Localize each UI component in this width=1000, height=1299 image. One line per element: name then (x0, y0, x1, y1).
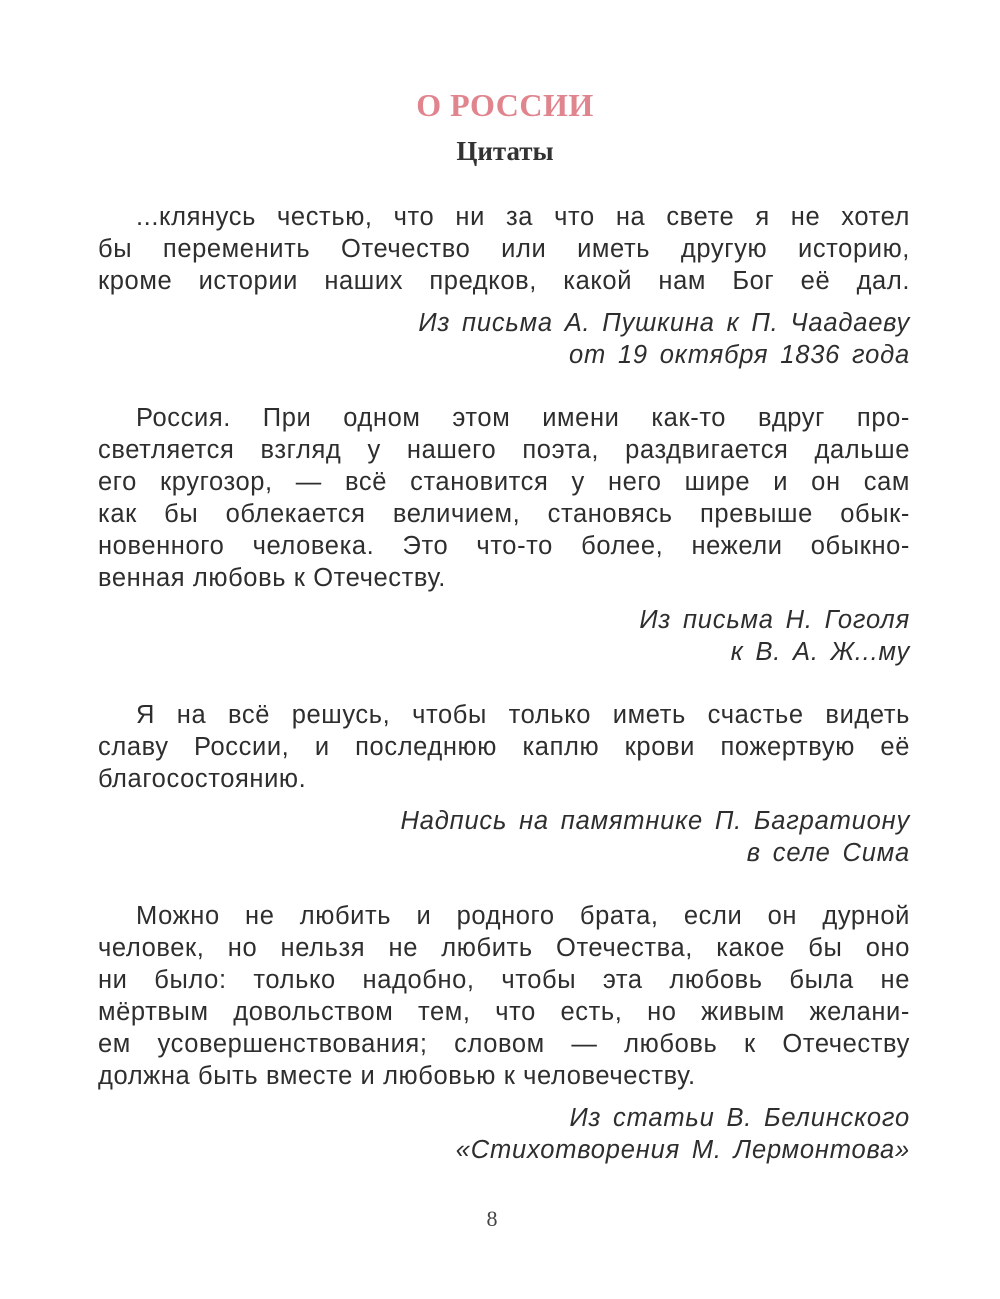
quote-text (98, 201, 910, 297)
quote-line: ем усовершенствования; словом — любовь к Отечеству (98, 1030, 910, 1058)
quote-pushkin (98, 201, 910, 371)
quote-line: как бы облекается величием, становясь превыше обык- (98, 500, 910, 528)
quote-line: человек, но нельзя не любить Отечества, какое бы оно (98, 934, 910, 962)
quote-line: Россия. При одном этом имени как-то вдруг про- (136, 404, 910, 432)
quote-source (98, 805, 910, 869)
quote-line: его кругозор, — всё становится у него шире и он сам (98, 468, 910, 496)
source-line: Надпись на памятнике П. Багратиону (400, 807, 910, 835)
quote-line: благосостоянию. (98, 765, 307, 793)
source-line: Из статьи В. Белинского (569, 1104, 910, 1132)
quote-source (98, 604, 910, 668)
page-number: 8 (486, 1206, 498, 1231)
quote-text (98, 900, 910, 1092)
quote-line: Можно не любить и родного брата, если он дурной (136, 902, 910, 930)
quote-line: венная любовь к Отечеству. (98, 564, 446, 592)
page-subtitle: Цитаты (456, 136, 554, 166)
source-line: от 19 октября 1836 года (569, 341, 910, 369)
quote-bagration (98, 699, 910, 869)
quote-text (98, 402, 910, 594)
quote-gogol (98, 402, 910, 668)
quote-text (98, 699, 910, 795)
page-title: О РОССИИ (416, 87, 594, 123)
quote-line: светляется взгляд у нашего поэта, раздвигается дальше (98, 436, 910, 464)
quote-line: славу России, и последнюю каплю крови пожертвую её (98, 733, 910, 761)
source-line: Из письма Н. Гоголя (639, 606, 910, 634)
source-line: к В. А. Ж...му (730, 638, 910, 666)
quote-line: должна быть вместе и любовью к человечеству. (98, 1062, 696, 1090)
source-line: «Стихотворения М. Лермонтова» (455, 1136, 910, 1164)
quote-line: ...клянусь честью, что ни за что на свете я не хотел (136, 203, 910, 231)
quote-belinsky (98, 900, 910, 1166)
source-line: Из письма А. Пушкина к П. Чаадаеву (418, 309, 910, 337)
quote-source (98, 307, 910, 371)
quote-source (98, 1102, 910, 1166)
quote-line: новенного человека. Это что-то более, нежели обыкно- (98, 532, 910, 560)
quote-line: кроме истории наших предков, какой нам Бог её дал. (98, 267, 910, 295)
quote-line: ни было: только надобно, чтобы эта любовь была не (98, 966, 910, 994)
quote-line: мёртвым довольством тем, что есть, но живым желани- (98, 998, 910, 1026)
source-line: в селе Сима (746, 839, 910, 867)
quote-line: бы переменить Отечество или иметь другую историю, (98, 235, 910, 263)
quote-line: Я на всё решусь, чтобы только иметь счастье видеть (136, 701, 910, 729)
